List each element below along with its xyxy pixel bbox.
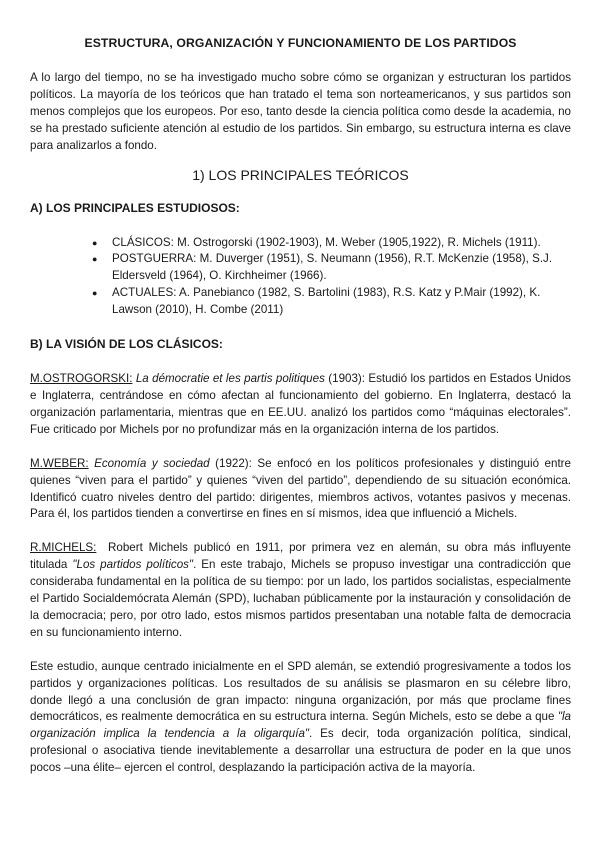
quote-text: "la organización implica la tendencia a la oligarquía"	[30, 710, 571, 741]
list-item: ● ACTUALES: A. Panebianco (1982, S. Bartolini (1983), R.S. Katz y P.Mair (1992), K. Lawson (2010), H. Combe (2011)	[112, 285, 571, 319]
subsection-a-heading: A) LOS PRINCIPALES ESTUDIOSOS:	[30, 200, 240, 215]
list-item: ● CLÁSICOS: M. Ostrogorski (1902-1903), M. Weber (1905,1922), R. Michels (1911).	[112, 235, 571, 252]
list-item: ● POSTGUERRA: M. Duverger (1951), S. Neumann (1956), R.T. McKenzie (1958), S.J. Eldersveld (1964), O. Kirchheimer (1966).	[112, 251, 571, 285]
paragraph-text: . Es decir, toda organización política, sindical, profesional o asociativa tiende inevitablemente a desarrollar una estructura de poder en la que unos pocos –una élite– ejercen el control, desplazando la participación activa de la mayoría.	[30, 727, 571, 775]
document-page	[30, 36, 575, 777]
work-title: La démocratie et les partis politiques	[135, 372, 325, 386]
paragraph-text: (1922): Se enfocó en los políticos profesionales y distinguió entre quienes “viven para el partido” y quienes “viven del partido”, dependiendo de su situación económica. Identificó cuatro niveles dentro del partido: dirigentes, miembros activos, votantes pasivos y mecenas. Para él, los partidos tienden a convertirse en fines en sí mismos, idea que influenció a Michels.	[30, 456, 571, 521]
paragraph-text: . En este trabajo, Michels se propuso investigar una contradicción que consideraba fundamental en la política de su tiempo: por un lado, los partidos socialistas, especialmente el Partido Socialdemócrata Alemán (SPD), luchaban públicamente por la instauración y consolidación de la democracia; pero, por otro lado, estos mismos partidos presentaban una notable falta de democracia en su funcionamiento interno.	[30, 558, 571, 639]
scholars-list	[30, 235, 571, 320]
paragraph-text: Robert Michels publicó en 1911, por primera vez en alemán, su obra más influyente titulada	[30, 541, 575, 572]
author-name: M.WEBER:	[30, 456, 89, 470]
ostrogorski-paragraph	[30, 371, 571, 439]
document-title: ESTRUCTURA, ORGANIZACIÓN Y FUNCIONAMIENTO DE LOS PARTIDOS	[84, 36, 517, 50]
author-name: R.MICHELS:	[30, 541, 97, 555]
weber-paragraph	[30, 456, 571, 524]
work-title: "Los partidos políticos"	[72, 558, 194, 572]
intro-paragraph: A lo largo del tiempo, no se ha investigado mucho sobre cómo se organizan y estructuran los partidos políticos. La mayoría de los teóricos que han tratado el tema son norteamericanos, y sus partidos son menos complejos que los europeos. Por eso, tanto desde la ciencia política como desde la academia, no se ha prestado suficiente atención al estudio de los partidos. Sin embargo, su estructura interna es clave para analizarlos a fondo.	[30, 71, 571, 152]
paragraph-text: (1903): Estudió los partidos en Estados Unidos e Inglaterra, centrándose en cómo afectan al funcionamiento del gobierno. En Inglaterra, destacó la organización parlamentaria, mientras que en EE.UU. analizó los partidos como “máquinas electorales”. Fue criticado por Michels por no profundizar más en la organización interna de los partidos.	[30, 372, 571, 436]
paragraph-text: Este estudio, aunque centrado inicialmente en el SPD alemán, se extendió progresivamente a todos los partidos y organizaciones políticas. Los resultados de su análisis se plasmaron en su célebre libro, donde llegó a una conclusión de gran impacto: ninguna organización, por más que proclame fines democráticos, es realmente democrática en su estructura interna. Según Michels, esto se debe a que	[30, 659, 571, 724]
author-name: M.OSTROGORSKI:	[30, 372, 133, 386]
michels-paragraph	[30, 540, 575, 641]
subsection-b-heading: B) LA VISIÓN DE LOS CLÁSICOS:	[30, 337, 223, 352]
closing-paragraph	[30, 659, 571, 777]
work-title: Economía y sociedad	[94, 456, 210, 470]
section-1-heading: 1) LOS PRINCIPALES TEÓRICOS	[192, 166, 409, 183]
